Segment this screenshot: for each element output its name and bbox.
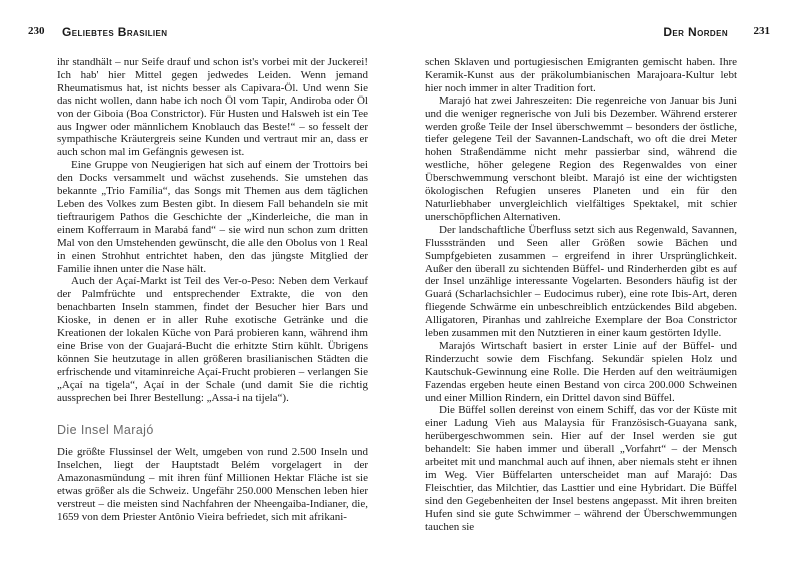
page-number: 231 (753, 25, 770, 37)
paragraph: Marajós Wirtschaft basiert in erster Linie auf der Büffel- und Rinderzucht sowie dem Fischfang. Sekundär spielen Holz und Kautschuk-Gewinnung eine Rolle. Die Herden auf den weiträumigen Fazendas ergeben heute einen Bestand von circa 200.000 Schweinen und einer Million Rindern, ein Drittel davon sind Büffel. (425, 339, 737, 404)
paragraph: Eine Gruppe von Neugierigen hat sich auf einem der Trottoirs bei den Docks versammelt und wächst zusehends. Sie umstehen das bekannte „Trio Família“, das Songs mit Themen aus dem täglichen Leben des Volkes zum Besten gibt. In diesem Fall behandeln sie mit tieftraurigem Pathos die Geschichte der „Kinderleiche, die man in einem Kofferraum in Marabá fand“ – sie wird nun schon zum dritten Mal von den Umstehenden gewünscht, die alle den Obolus von 1 Real in einen Strohhut entrichtet haben, den das jüngste Mitglied der Familie ihnen unter die Nase hält. (57, 159, 368, 275)
paragraph: Die größte Flussinsel der Welt, umgeben von rund 2.500 Inseln und Inselchen, liegt der Hauptstadt Belém vorgelagert in der Amazonasmündung – mit ihren fünf Millionen Hektar Fläche ist sie etwas größer als die Schweiz. Ungefähr 250.000 Menschen leben hier verstreut – die meisten sind Nachfahren der Nheengaiba-Indianer, die, 1659 von dem Priester Antônio Vieira befriedet, sich mit afrikani- (57, 446, 368, 523)
page-right (397, 0, 794, 567)
paragraph: Die Büffel sollen dereinst von einem Schiff, das vor der Küste mit einer Ladung Vieh aus Malaysia für Französisch-Guayana sank, herübergeschwommen sein. Hier auf der Insel werden sie gut behandelt: Sie haben immer und überall „Vorfahrt“ – der Mensch arbeitet mit und manchmal auch auf ihnen, aber niemals steht er ihnen im Weg. Vier Büffelarten unterscheidet man auf Marajó: Das Fleischtier, das Milchtier, das Lasttier und eine Hybridart. Die Büffel sind den Gegebenheiten der Insel bestens angepasst. Mit ihren breiten Hufen sind sie gute Schwimmer – während der Überschwemmungen tauchen sie (425, 404, 737, 533)
page-header-right (397, 25, 794, 39)
paragraph: Der landschaftliche Überfluss setzt sich aus Regenwald, Savannen, Flussstränden und Seen aller Größen sowie Bächen und Sumpfgebieten zusammen – ergreifend in ihrer Ursprünglichkeit. Außer den überall zu sichtenden Büffel- und Rinderherden gibt es auf der Insel unzählige interessante Vogelarten. Besonders häufig ist der Guará (Scharlachsichler – Eudocimus ruber), eine rote Ibis-Art, deren fliegende Schwärme ein unbeschreiblich entzückendes Bild abgeben. Alligatoren, Piranhas und zahlreiche Exemplare der Boa Constrictor leben zusammen mit den Nutztieren in einer kaum gestörten Idylle. (425, 223, 737, 340)
paragraph: ihr standhält – nur Seife drauf und schon ist's vorbei mit der Juckerei! Ich hab' hier Mittel gegen jedwedes Leiden. Wenn jemand Rheumatismus hat, ist nichts besser als Capivara-Öl. Und wenn Sie das nicht wollen, dann habe ich noch Öl vom Tapir, Andiroba oder Öl von der Giboia (Boa Constrictor). Für Husten und Halsweh ist ein Tee aus Ingwer oder männlichem Knoblauch das Beste!“ – so fesselt der sympathische Kräutergreis seine Kunden und vertraut mir an, dass er auch schon mal im Gefängnis gewesen ist. (57, 56, 368, 159)
running-header: Geliebtes Brasilien (62, 25, 168, 39)
text-column-right (425, 56, 737, 534)
paragraph: schen Sklaven und portugiesischen Emigranten gemischt haben. Ihre Keramik-Kunst aus der präkolumbianischen Marajoara-Kultur lebt hier noch immer in alter Tradition fort. (425, 56, 737, 94)
paragraph: Marajó hat zwei Jahreszeiten: Die regenreiche von Januar bis Juni und die weniger regnerische von Juli bis Dezember. Während ersterer werden große Teile der Insel überschwemmt – besonders der östliche, tiefer gelegene Teil der Savannen-Landschaft, wo oft die drei Meter hohen Straßendämme nicht mehr passierbar sind, während die westliche, höher gelegene Region des Regenwaldes von einer Überschwemmung verschont bleibt. Marajó ist eine der wichtigsten ökologischen Refugien unseres Planeten und ein für den Naturliebhaber unvergleichlich vielfältiges Spektakel, mit schier unerschöpflichen Alternativen. (425, 94, 737, 223)
page-number: 230 (28, 25, 45, 37)
section-heading: Die Insel Marajó (57, 423, 154, 438)
paragraph: Auch der Açaí-Markt ist Teil des Ver-o-Peso: Neben dem Verkauf der Palmfrüchte und entsprechender Extrakte, die von den benachbarten Inseln stammen, findet der Besucher hier Bars und Kioske, in denen er in aller Ruhe exotische Getränke und die Kreationen der lokalen Küche von Pará probieren kann, während ihm eine Brise von der Guajará-Bucht die erhitzte Stirn kühlt. Übrigens können Sie heutzutage in allen größeren brasilianischen Städten die erfrischende und vitaminreiche Açaí-Frucht probieren – verlangen Sie „Açaí na tigela“, Açaí in der Schale (und damit Sie die richtig aussprechen bei Ihrer Bestellung: „Assa-i na tijela“). (57, 275, 368, 404)
page-header-left (0, 25, 397, 39)
text-column-left (57, 56, 368, 524)
running-header: Der Norden (663, 25, 728, 39)
